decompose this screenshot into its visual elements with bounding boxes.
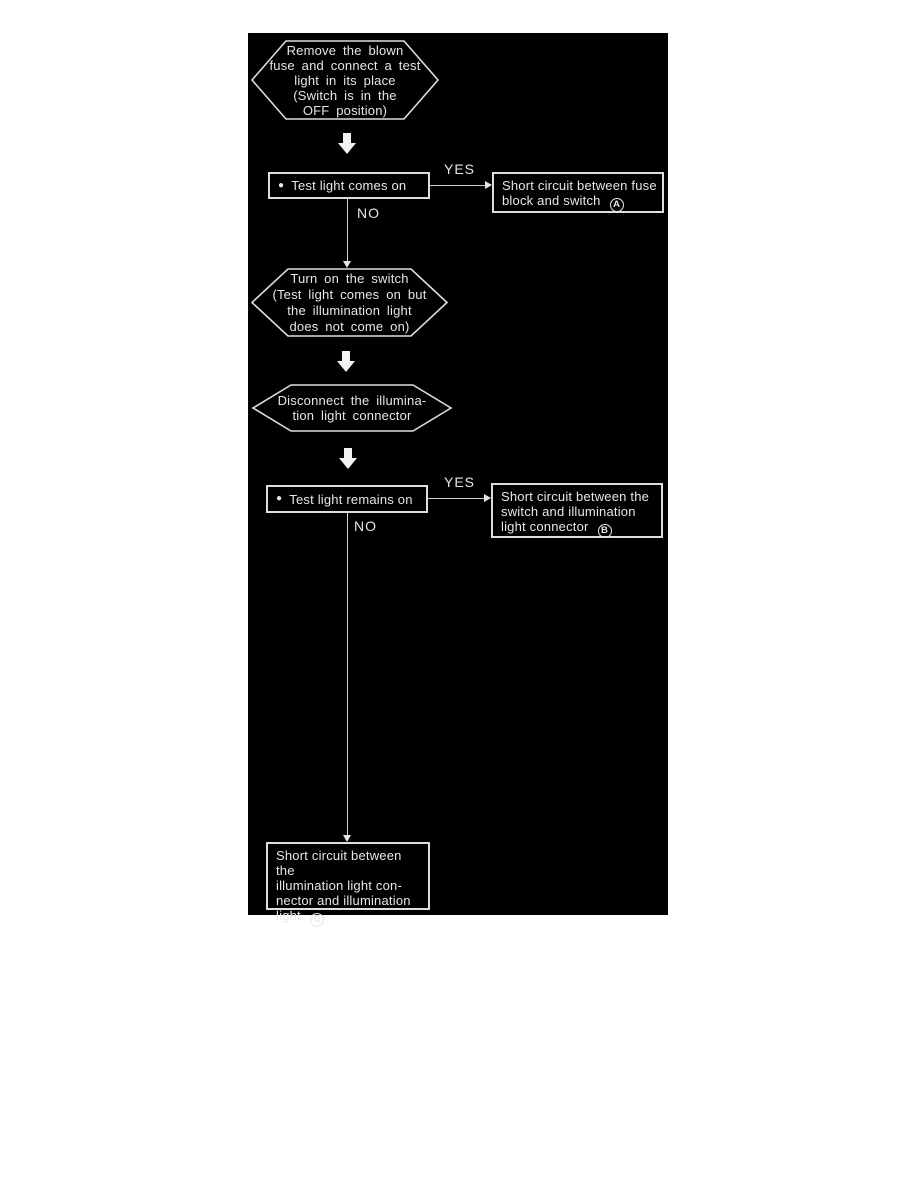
down-arrowhead-icon	[343, 261, 351, 268]
circled-letter-c: C	[310, 913, 324, 927]
text-line: (Switch is in the	[293, 87, 397, 103]
text-line: fuse and connect a test	[269, 57, 421, 73]
text-line: Short circuit between the	[276, 848, 402, 878]
right-arrowhead-icon	[485, 181, 492, 189]
right-arrowhead-icon	[484, 494, 491, 502]
down-block-arrow	[339, 448, 357, 469]
text-line: Short circuit between fuse	[502, 178, 657, 193]
result-box-c	[266, 842, 430, 925]
text-line: switch and illumination	[501, 504, 636, 519]
text-line: block and switch A	[502, 193, 657, 212]
text-line: OFF position)	[302, 102, 388, 118]
text-line: tion light connector	[292, 408, 412, 423]
circled-letter-b: B	[598, 524, 612, 538]
start-hexagon	[251, 40, 439, 120]
decision-label: Test light remains on	[289, 491, 413, 507]
yes-label: YES	[444, 474, 476, 490]
text-line: (Test light comes on but	[272, 286, 427, 302]
text-line: light connector B	[501, 519, 656, 538]
bullet-icon: ●	[278, 179, 285, 191]
start-hexagon-text	[251, 40, 439, 120]
flowchart-panel	[248, 33, 668, 925]
circled-letter-a: A	[610, 198, 624, 212]
decision-box-test-light-comes-on	[268, 172, 430, 199]
down-block-arrow	[338, 133, 356, 154]
no-connector-line	[347, 199, 348, 261]
down-block-arrow	[337, 351, 355, 372]
no-label: NO	[357, 205, 380, 221]
text-line: the illumination light	[287, 302, 412, 318]
text-line: Remove the blown	[286, 42, 404, 58]
no-connector-line	[347, 513, 348, 835]
no-label: NO	[354, 518, 377, 534]
disconnect-connector-hexagon	[252, 384, 452, 432]
result-box-a	[492, 172, 664, 213]
text-line: nector and illumination	[276, 893, 411, 908]
turn-on-switch-hexagon	[251, 268, 448, 337]
bullet-icon: ●	[276, 493, 283, 504]
text-line: illumination light con-	[276, 878, 402, 893]
text-line: Disconnect the illumina-	[277, 393, 427, 408]
disconnect-connector-text	[252, 384, 452, 432]
text-line: Turn on the switch	[290, 270, 409, 286]
down-arrowhead-icon	[343, 835, 351, 842]
text-line: light in its place	[294, 72, 396, 88]
turn-on-switch-text	[251, 268, 448, 337]
text-line: light C	[276, 908, 423, 927]
decision-box-test-light-remains-on	[266, 485, 428, 513]
result-box-b	[491, 483, 663, 538]
decision-label: Test light comes on	[291, 178, 407, 193]
yes-connector-line	[430, 185, 486, 186]
text-line: does not come on)	[289, 318, 410, 334]
yes-label: YES	[444, 161, 476, 177]
yes-connector-line	[428, 498, 484, 499]
text-line: Short circuit between the	[501, 489, 650, 504]
